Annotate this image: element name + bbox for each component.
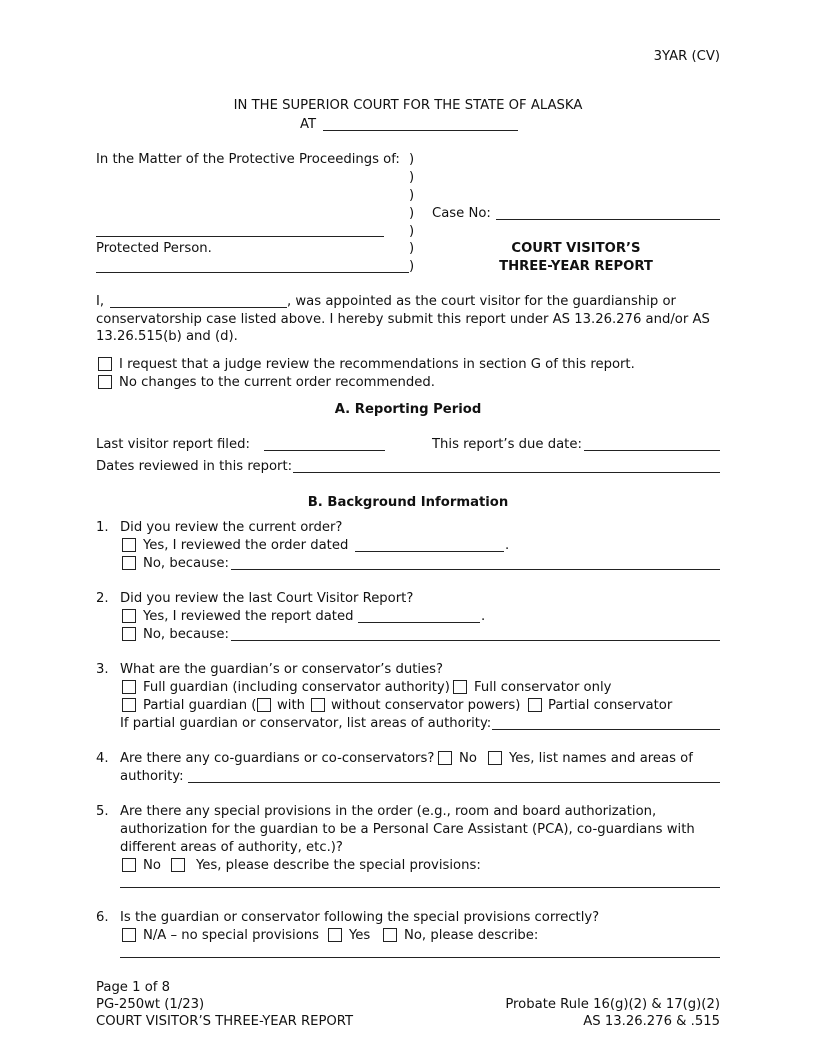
q6-description-field[interactable] — [120, 957, 720, 958]
q5-description-field[interactable] — [120, 887, 720, 888]
no-changes-label: No changes to the current order recommended. — [119, 375, 435, 390]
q2-report-date-field[interactable] — [358, 622, 480, 623]
q3-partial-guardian-label: Partial guardian ( — [143, 698, 257, 713]
q1-period: . — [505, 538, 510, 553]
q1-text: Did you review the current order? — [120, 520, 343, 535]
caption-paren: ) — [409, 188, 415, 203]
intro-line2: conservatorship case listed above. I hereby submit this report under AS 13.26.276 and/or AS — [96, 312, 710, 327]
q4-yes-label: Yes, list names and areas of — [509, 751, 693, 766]
q5-yes-label: Yes, please describe the special provisions: — [196, 858, 481, 873]
q1-number: 1. — [96, 520, 109, 535]
q5-line1: Are there any special provisions in the order (e.g., room and board authorization, — [120, 804, 657, 819]
caption-paren: ) — [409, 170, 415, 185]
q4-authority-label: authority: — [120, 769, 184, 784]
case-no-field[interactable] — [496, 219, 720, 220]
q3-without-label: without conservator powers) — [331, 698, 521, 713]
q5-line2: authorization for the guardian to be a Personal Care Assistant (PCA), co-guardians with — [120, 822, 695, 837]
dates-reviewed-field[interactable] — [293, 472, 720, 473]
q3-with-checkbox[interactable] — [257, 698, 271, 712]
q3-text: What are the guardian’s or conservator’s duties? — [120, 662, 444, 677]
q1-yes-label: Yes, I reviewed the order dated — [143, 538, 349, 553]
q2-no-label: No, because: — [143, 627, 229, 642]
at-label: AT — [300, 117, 317, 132]
footer-page-number: Page 1 of 8 — [96, 980, 170, 995]
report-title-line1: COURT VISITOR’S — [511, 241, 641, 256]
q3-full-conservator-checkbox[interactable] — [453, 680, 467, 694]
request-review-checkbox[interactable] — [98, 357, 112, 371]
protected-person-name-field[interactable] — [96, 236, 384, 237]
intro-line1: , was appointed as the court visitor for the guardianship or — [287, 294, 676, 309]
q5-yes-checkbox[interactable] — [171, 858, 185, 872]
q4-number: 4. — [96, 751, 109, 766]
q3-number: 3. — [96, 662, 109, 677]
q3-partial-conservator-checkbox[interactable] — [528, 698, 542, 712]
q4-yes-checkbox[interactable] — [488, 751, 502, 765]
report-title-line2: THREE-YEAR REPORT — [499, 259, 653, 274]
court-location-field[interactable] — [323, 130, 518, 131]
q3-full-guardian-checkbox[interactable] — [122, 680, 136, 694]
protected-person-label: Protected Person. — [96, 241, 212, 256]
q5-line3: different areas of authority, etc.)? — [120, 840, 343, 855]
q4-no-checkbox[interactable] — [438, 751, 452, 765]
intro-line3: 13.26.515(b) and (d). — [96, 329, 238, 344]
section-a-heading: A. Reporting Period — [334, 402, 482, 417]
request-review-label: I request that a judge review the recommendations in section G of this report. — [119, 357, 635, 372]
q3-partial-conservator-label: Partial conservator — [548, 698, 673, 713]
intro-i: I, — [96, 294, 105, 309]
section-b-heading: B. Background Information — [307, 495, 509, 510]
due-date-field[interactable] — [584, 450, 720, 451]
q6-na-checkbox[interactable] — [122, 928, 136, 942]
caption-paren: ) — [409, 241, 415, 256]
q3-without-checkbox[interactable] — [311, 698, 325, 712]
q5-no-label: No — [143, 858, 161, 873]
last-report-field[interactable] — [264, 450, 385, 451]
caption-paren: ) — [409, 152, 415, 167]
q2-no-reason-field[interactable] — [231, 640, 720, 641]
footer-statute: AS 13.26.276 & .515 — [583, 1014, 720, 1029]
q2-number: 2. — [96, 591, 109, 606]
q3-full-conservator-label: Full conservator only — [474, 680, 612, 695]
q1-yes-checkbox[interactable] — [122, 538, 136, 552]
q1-no-checkbox[interactable] — [122, 556, 136, 570]
visitor-name-field[interactable] — [110, 307, 287, 308]
q2-text: Did you review the last Court Visitor Report? — [120, 591, 414, 606]
q3-if-partial-label: If partial guardian or conservator, list areas of authority: — [120, 716, 492, 731]
q1-order-date-field[interactable] — [355, 551, 504, 552]
q2-period: . — [481, 609, 486, 624]
q3-with-label: with — [277, 698, 305, 713]
q4-text: Are there any co-guardians or co-conservators? — [120, 751, 435, 766]
q4-names-authority-field[interactable] — [188, 782, 720, 783]
form-code: 3YAR (CV) — [653, 49, 720, 64]
q6-na-label: N/A – no special provisions — [143, 928, 320, 943]
dates-reviewed-label: Dates reviewed in this report: — [96, 459, 293, 474]
q4-no-label: No — [459, 751, 477, 766]
footer-form-number: PG-250wt (1/23) — [96, 997, 205, 1012]
q1-no-label: No, because: — [143, 556, 229, 571]
q3-areas-of-authority-field[interactable] — [492, 729, 720, 730]
q2-yes-label: Yes, I reviewed the report dated — [143, 609, 354, 624]
q6-no-checkbox[interactable] — [383, 928, 397, 942]
caption-paren: ) — [409, 206, 415, 221]
q5-number: 5. — [96, 804, 109, 819]
q2-no-checkbox[interactable] — [122, 627, 136, 641]
q2-yes-checkbox[interactable] — [122, 609, 136, 623]
q3-partial-guardian-checkbox[interactable] — [122, 698, 136, 712]
q6-number: 6. — [96, 910, 109, 925]
case-no-label: Case No: — [432, 206, 491, 221]
caption-bottom-line — [96, 272, 409, 273]
no-changes-checkbox[interactable] — [98, 375, 112, 389]
q6-yes-label: Yes — [349, 928, 371, 943]
q3-full-guardian-label: Full guardian (including conservator authority) — [143, 680, 450, 695]
due-date-label: This report’s due date: — [432, 437, 582, 452]
q5-no-checkbox[interactable] — [122, 858, 136, 872]
caption-paren: ) — [409, 259, 415, 274]
footer-probate-rule: Probate Rule 16(g)(2) & 17(g)(2) — [505, 997, 720, 1012]
footer-form-title: COURT VISITOR’S THREE-YEAR REPORT — [96, 1014, 354, 1029]
court-title: IN THE SUPERIOR COURT FOR THE STATE OF ALASKA — [233, 98, 583, 113]
caption-paren: ) — [409, 224, 415, 239]
q6-yes-checkbox[interactable] — [328, 928, 342, 942]
last-report-label: Last visitor report filed: — [96, 437, 250, 452]
q6-no-label: No, please describe: — [404, 928, 539, 943]
q6-text: Is the guardian or conservator following the special provisions correctly? — [120, 910, 600, 925]
matter-label: In the Matter of the Protective Proceedings of: — [96, 152, 400, 167]
q1-no-reason-field[interactable] — [231, 569, 720, 570]
